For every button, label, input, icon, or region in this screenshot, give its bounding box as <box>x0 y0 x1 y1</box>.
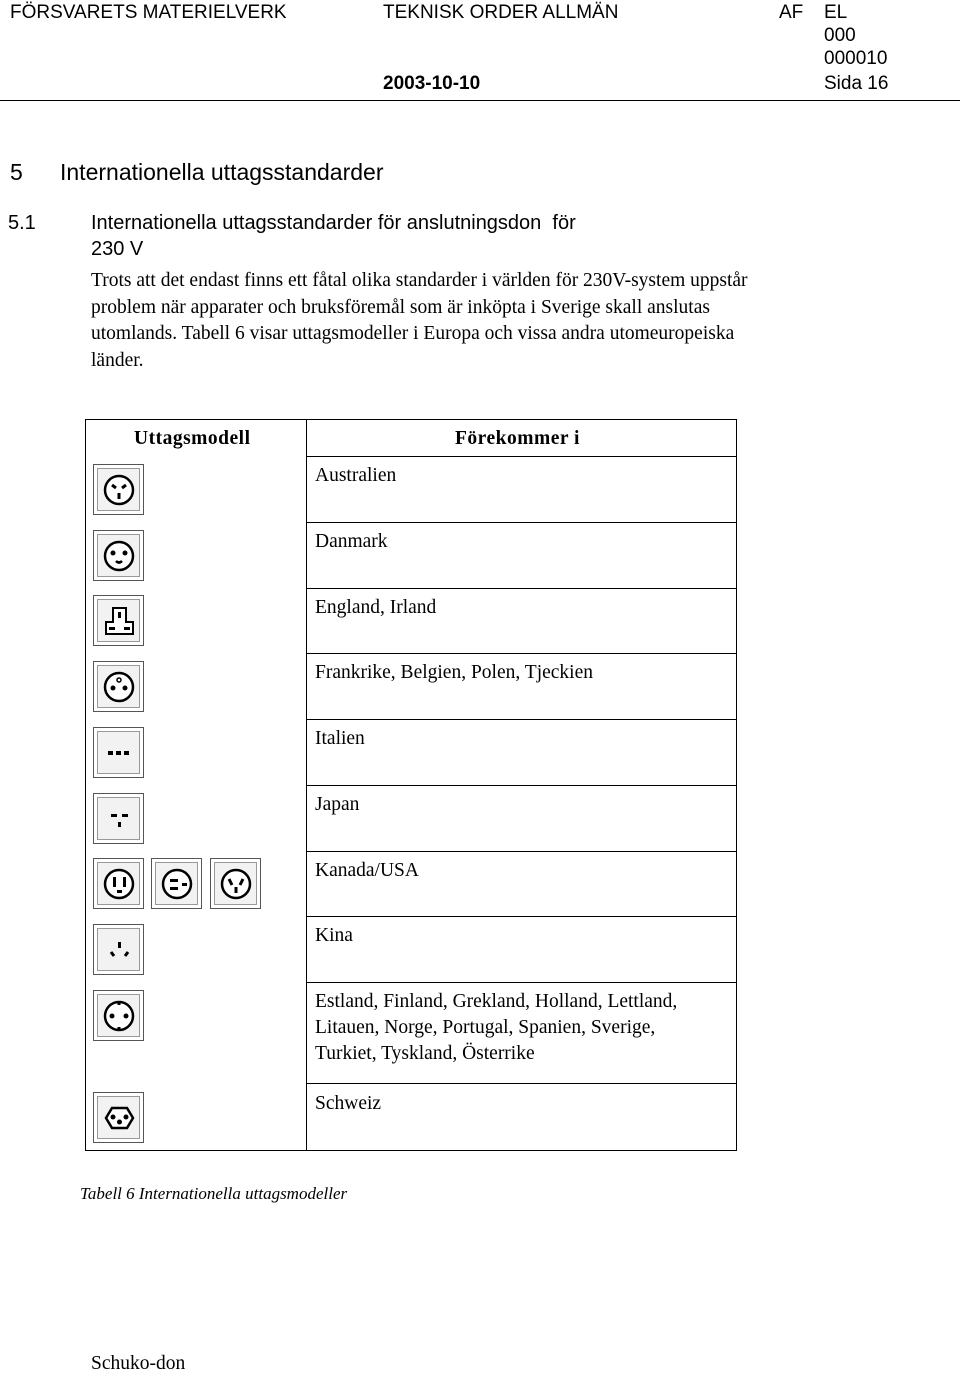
header-code-prefix: AF <box>779 2 804 23</box>
table-row-countries: England, Irland <box>315 597 437 618</box>
switzerland-socket-icon <box>93 1092 144 1143</box>
italy-socket-icon <box>93 727 144 778</box>
header-rule <box>0 100 960 101</box>
header-doc-type: TEKNISK ORDER ALLMÄN <box>383 2 619 23</box>
section-heading <box>10 158 384 186</box>
table-row-countries: Schweiz <box>315 1093 382 1114</box>
table-row-countries: Australien <box>315 465 397 486</box>
subsection-title-line2: 230 V <box>91 238 144 260</box>
north-america-socket-icon <box>210 858 261 909</box>
australia-socket-icon <box>93 464 144 515</box>
north-america-socket-icon <box>93 858 144 909</box>
header-org: FÖRSVARETS MATERIELVERK <box>10 2 287 23</box>
north-america-socket-icon <box>151 858 202 909</box>
table-row-countries: Turkiet, Tyskland, Österrike <box>315 1043 535 1064</box>
body-paragraph: Trots att det endast finns ett fåtal olika standarder i världen för 230V-system uppstår problem när apparater och bruksföremål som är inköpta i Sverige skall anslutas utomlands. Tabell 6 visar uttagsmodeller i Europa och vissa andra utomeuropeiska länder. <box>91 270 748 371</box>
france-socket-icon <box>93 661 144 712</box>
table-row-countries: Frankrike, Belgien, Polen, Tjeckien <box>315 662 593 683</box>
section-number: 5 <box>10 159 23 185</box>
header-code-line1: EL <box>824 2 848 23</box>
table-row-divider <box>306 522 737 523</box>
header-page-number: Sida 16 <box>824 73 889 94</box>
china-socket-icon <box>93 924 144 975</box>
table-row-divider <box>306 851 737 852</box>
table-row-divider <box>306 1083 737 1084</box>
japan-socket-icon <box>93 793 144 844</box>
table-row-countries: Danmark <box>315 531 388 552</box>
column-header-model: Uttagsmodell <box>134 428 251 449</box>
table-row-divider <box>306 719 737 720</box>
table-row-divider <box>306 456 737 457</box>
header-date: 2003-10-10 <box>383 73 481 94</box>
subsection-title-line1: Internationella uttagsstandarder för anslutningsdon för <box>91 212 576 234</box>
table-row-countries: Japan <box>315 794 360 815</box>
schuko-socket-icon <box>93 990 144 1041</box>
table-row-countries: Kina <box>315 925 353 946</box>
table-row-countries: Kanada/USA <box>315 860 419 881</box>
table-row-divider <box>306 653 737 654</box>
table-row-countries: Italien <box>315 728 365 749</box>
table-row-countries: Litauen, Norge, Portugal, Spanien, Sverige, <box>315 1017 656 1038</box>
subsection-heading <box>8 210 768 262</box>
table-caption: Tabell 6 Internationella uttagsmodeller <box>80 1184 348 1203</box>
subsection-number: 5.1 <box>8 212 36 234</box>
section-title: Internationella uttagsstandarder <box>60 159 384 185</box>
table-row-countries: Estland, Finland, Grekland, Holland, Lettland, <box>315 991 678 1012</box>
schuko-label: Schuko-don <box>91 1353 186 1374</box>
table-row-divider <box>306 916 737 917</box>
table-row-divider <box>306 982 737 983</box>
uk-socket-icon <box>93 595 144 646</box>
denmark-socket-icon <box>93 530 144 581</box>
header-code-line3: 000010 <box>824 48 888 69</box>
header-code-line2: 000 <box>824 25 856 46</box>
column-header-countries: Förekommer i <box>455 428 580 449</box>
table-row-divider <box>306 588 737 589</box>
table-row-divider <box>306 785 737 786</box>
